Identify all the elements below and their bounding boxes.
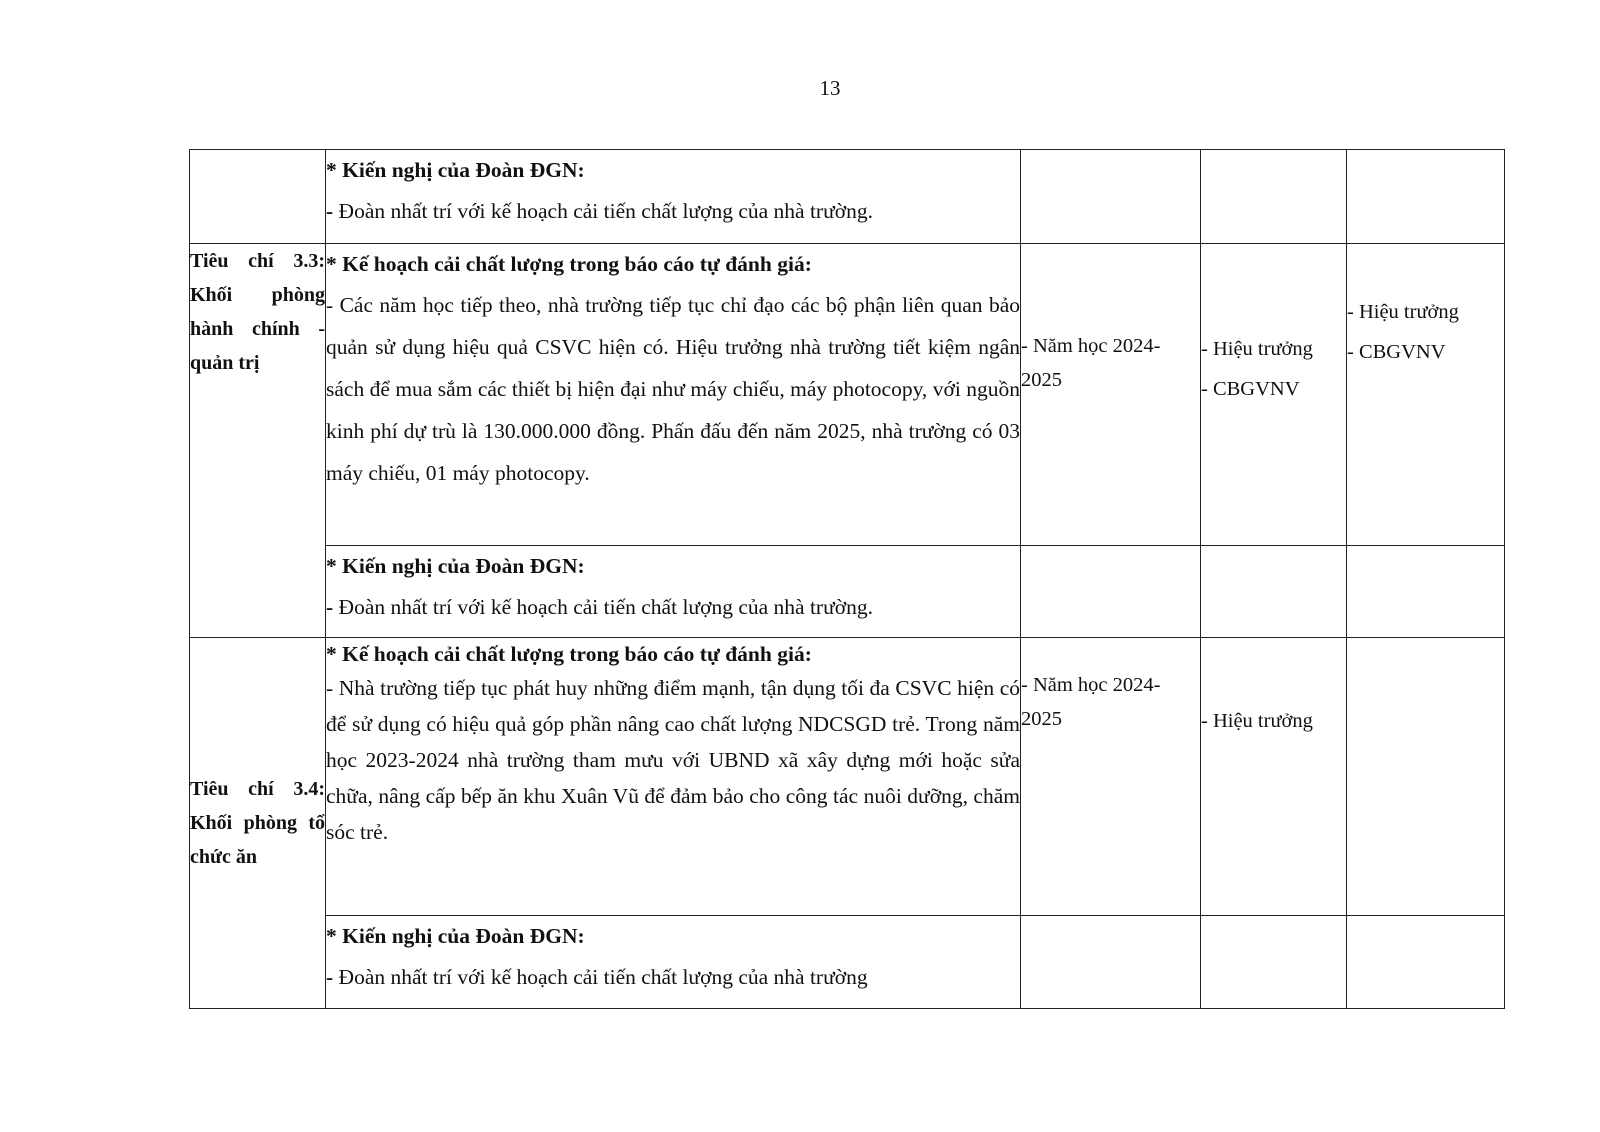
table-row bbox=[190, 916, 1505, 1009]
responsible-line: - Hiệu trưởng bbox=[1201, 338, 1313, 360]
plan-text: - Các năm học tiếp theo, nhà trường tiếp tục chỉ đạo các bộ phận liên quan bảo quản sử dụng hiệu quả CSVC hiện có. Hiệu trưởng nhà trường tiết kiệm ngân sách để mua sắm các thiết bị hiện đại như máy chiếu, máy photocopy, với nguồn kinh phí dự trù là 130.000.000 đồng. Phấn đấu đến năm 2025, nhà trường có 03 máy chiếu, 01 máy photocopy. bbox=[326, 293, 1020, 485]
support-cell bbox=[1347, 546, 1505, 638]
support-line: - Hiệu trưởng bbox=[1347, 301, 1459, 323]
plan-cell bbox=[326, 244, 1021, 546]
responsible-line: - CBGVNV bbox=[1201, 378, 1300, 400]
time-cell bbox=[1021, 638, 1201, 916]
support-cell bbox=[1347, 244, 1505, 546]
dash-marker: - bbox=[326, 965, 334, 989]
recommendation-text: Đoàn nhất trí với kế hoạch cải tiến chất lượng của nhà trường. bbox=[333, 199, 873, 223]
table-row bbox=[190, 546, 1505, 638]
recommendation-heading: * Kiến nghị của Đoàn ĐGN: bbox=[326, 924, 585, 948]
dash-marker: - bbox=[326, 199, 334, 223]
responsible-cell bbox=[1201, 916, 1347, 1009]
support-cell bbox=[1347, 150, 1505, 244]
time-cell bbox=[1021, 150, 1201, 244]
plan-heading: * Kế hoạch cải chất lượng trong báo cáo tự đánh giá: bbox=[326, 642, 812, 666]
page-number: 13 bbox=[819, 76, 841, 100]
time-cell bbox=[1021, 546, 1201, 638]
table-row bbox=[190, 244, 1505, 546]
dash-marker: - bbox=[326, 595, 334, 619]
responsible-cell bbox=[1201, 150, 1347, 244]
time-line: 2025 bbox=[1021, 708, 1062, 730]
plan-heading: * Kế hoạch cải chất lượng trong báo cáo tự đánh giá: bbox=[326, 252, 812, 276]
recommendation-cell bbox=[326, 150, 1021, 244]
recommendation-heading: * Kiến nghị của Đoàn ĐGN: bbox=[326, 554, 585, 578]
responsible-line: - Hiệu trưởng bbox=[1201, 710, 1313, 732]
recommendation-cell bbox=[326, 546, 1021, 638]
criterion-cell-empty bbox=[190, 150, 326, 244]
plan-cell bbox=[326, 638, 1021, 916]
support-cell bbox=[1347, 638, 1505, 916]
recommendation-heading: * Kiến nghị của Đoàn ĐGN: bbox=[326, 158, 585, 182]
recommendation-text: Đoàn nhất trí với kế hoạch cải tiến chất lượng của nhà trường. bbox=[333, 595, 873, 619]
criterion-3-3-label: Tiêu chí 3.3: Khối phòng hành chính - quản trị bbox=[190, 244, 326, 638]
responsible-cell bbox=[1201, 638, 1347, 916]
time-cell bbox=[1021, 916, 1201, 1009]
responsible-cell bbox=[1201, 546, 1347, 638]
recommendation-text: Đoàn nhất trí với kế hoạch cải tiến chất lượng của nhà trường bbox=[333, 965, 868, 989]
recommendation-cell bbox=[326, 916, 1021, 1009]
criterion-3-4-label: Tiêu chí 3.4: Khối phòng tổ chức ăn bbox=[190, 638, 326, 1009]
time-line: - Năm học 2024- bbox=[1021, 335, 1161, 357]
table-row bbox=[190, 638, 1505, 916]
support-cell bbox=[1347, 916, 1505, 1009]
improvement-plan-table bbox=[189, 149, 1505, 1009]
plan-text: - Nhà trường tiếp tục phát huy những điểm mạnh, tận dụng tối đa CSVC hiện có để sử dụng có hiệu quả góp phần nâng cao chất lượng NDCSGD trẻ. Trong năm học 2023-2024 nhà trường tham mưu với UBND xã xây dựng mới hoặc sửa chữa, nâng cấp bếp ăn khu Xuân Vũ để đảm bảo cho công tác nuôi dưỡng, chăm sóc trẻ. bbox=[326, 676, 1020, 844]
responsible-cell bbox=[1201, 244, 1347, 546]
table-row bbox=[190, 150, 1505, 244]
time-cell bbox=[1021, 244, 1201, 546]
time-line: 2025 bbox=[1021, 369, 1062, 391]
time-line: - Năm học 2024- bbox=[1021, 674, 1161, 696]
support-line: - CBGVNV bbox=[1347, 341, 1446, 363]
